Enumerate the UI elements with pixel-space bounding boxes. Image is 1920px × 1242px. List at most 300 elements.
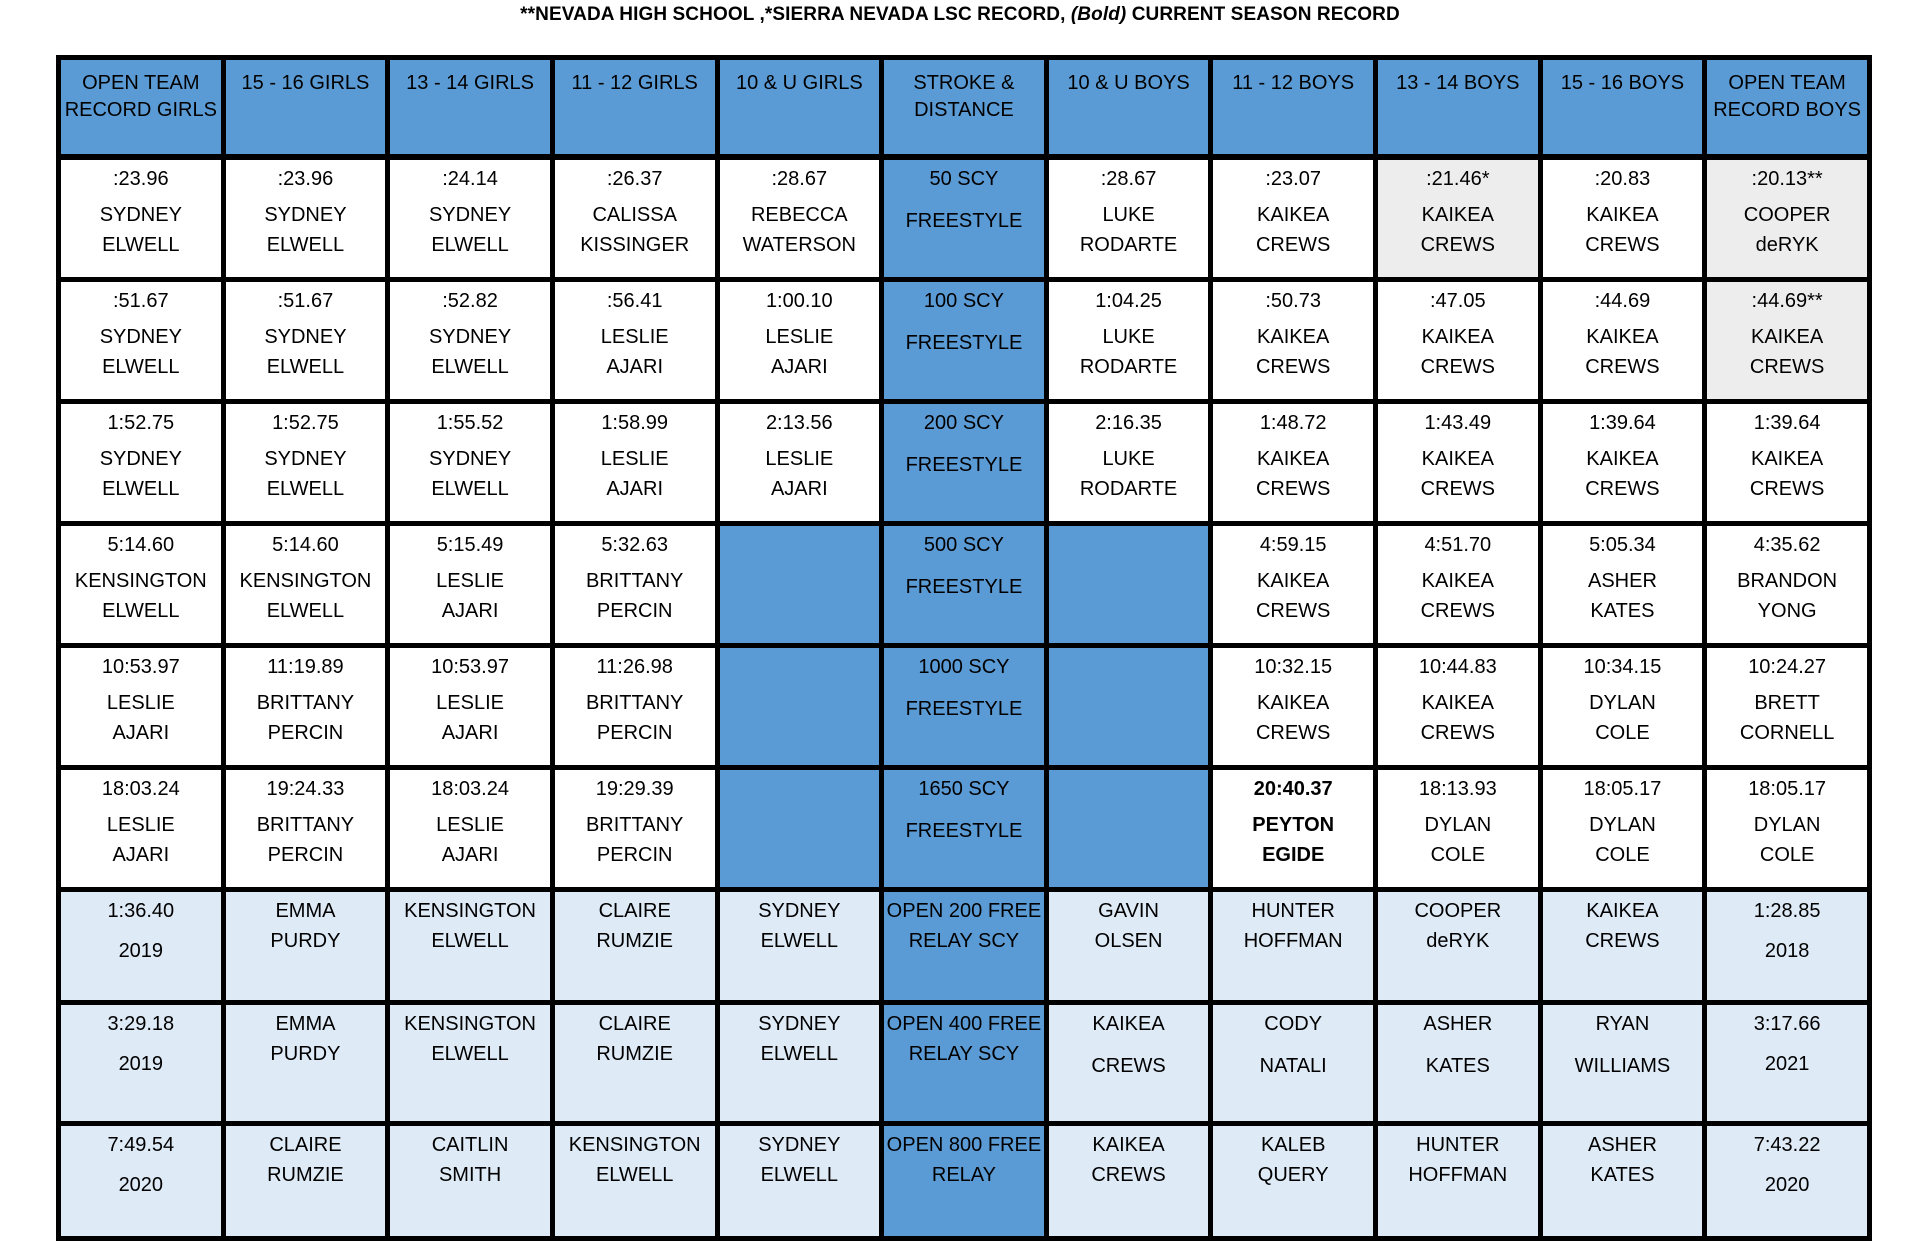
swimmer-last-name: deRYK — [1755, 234, 1819, 256]
record-time: 5:32.63 — [601, 534, 669, 556]
swimmer-last-name: PERCIN — [596, 600, 673, 622]
relay-swimmer-cell — [1046, 890, 1211, 1003]
swimmer-last-name: ELWELL — [266, 234, 345, 256]
swimmer-last-name: CREWS — [1420, 234, 1496, 256]
record-cell — [1540, 646, 1705, 768]
column-header — [388, 58, 553, 158]
column-header-line: 13 - 14 BOYS — [1396, 72, 1520, 94]
record-time: 11:19.89 — [267, 656, 344, 678]
record-time: 1:52.75 — [107, 412, 175, 434]
swimmer-last-name: KATES — [1590, 600, 1655, 622]
swimmer-first-name: KAIKEA — [1257, 204, 1330, 226]
swimmer-first-name: BRITTANY — [585, 692, 684, 714]
record-time: 4:51.70 — [1424, 534, 1492, 556]
swimmer-last-name: CREWS — [1585, 356, 1660, 378]
swimmer-first-name: SYDNEY — [264, 448, 347, 470]
relay-swimmer-cell — [1046, 1003, 1211, 1124]
record-cell — [1540, 524, 1705, 646]
table-row — [59, 646, 1870, 768]
relay-record-cell — [59, 1003, 224, 1124]
swimmer-last-name: PERCIN — [267, 722, 344, 744]
record-cell — [552, 157, 717, 280]
event-name-line: RELAY SCY — [908, 1043, 1020, 1065]
relay-row — [59, 890, 1870, 1003]
event-cell — [882, 402, 1047, 524]
swimmer-last-name: PERCIN — [596, 844, 673, 866]
record-time: 1:39.64 — [1753, 412, 1821, 434]
record-time: :23.07 — [1265, 168, 1321, 190]
column-header-line: 11 - 12 GIRLS — [571, 72, 698, 94]
column-header — [552, 58, 717, 158]
swimmer-first-name: SYDNEY — [264, 204, 347, 226]
record-cell — [59, 402, 224, 524]
column-header — [717, 58, 882, 158]
swimmer-last-name: RUMZIE — [267, 1164, 344, 1186]
relay-swimmer-cell — [717, 1124, 882, 1239]
column-header — [59, 58, 224, 158]
record-time: :51.67 — [113, 290, 169, 312]
swimmer-first-name: SYDNEY — [758, 900, 841, 922]
swimmer-last-name: EGIDE — [1262, 844, 1325, 866]
table-row — [59, 157, 1870, 280]
swimmer-last-name: RUMZIE — [596, 930, 674, 952]
record-time: :50.73 — [1265, 290, 1321, 312]
column-header-line: 13 - 14 GIRLS — [406, 72, 534, 94]
record-cell — [388, 524, 553, 646]
relay-record-cell — [1705, 890, 1870, 1003]
record-time: 5:05.34 — [1589, 534, 1656, 556]
table-row — [59, 402, 1870, 524]
event-name-line: 200 SCY — [923, 412, 1004, 434]
record-time: 1:00.10 — [765, 290, 833, 312]
record-time: 5:14.60 — [272, 534, 339, 556]
record-cell — [223, 646, 388, 768]
record-cell — [552, 768, 717, 890]
relay-swimmer-cell — [1376, 1124, 1541, 1239]
column-header-line: OPEN TEAM — [1728, 72, 1846, 94]
swimmer-last-name: CREWS — [1420, 722, 1496, 744]
swimmer-last-name: ELWELL — [431, 1043, 509, 1065]
record-time: 19:24.33 — [266, 778, 345, 800]
swimmer-first-name: DYLAN — [1589, 814, 1656, 836]
swimmer-last-name: CREWS — [1091, 1164, 1166, 1186]
swimmer-last-name: CREWS — [1420, 356, 1496, 378]
record-time: 18:05.17 — [1583, 778, 1662, 800]
record-cell — [1705, 524, 1870, 646]
record-time: 1:55.52 — [436, 412, 504, 434]
record-cell — [1211, 524, 1376, 646]
swimmer-first-name: KAIKEA — [1586, 204, 1659, 226]
swimmer-first-name: REBECCA — [750, 204, 848, 226]
swimmer-first-name: CAITLIN — [431, 1134, 509, 1156]
record-time: 1:39.64 — [1589, 412, 1656, 434]
swimmer-first-name: KAIKEA — [1257, 570, 1330, 592]
record-cell — [1376, 157, 1541, 280]
empty-cell — [717, 768, 882, 890]
swimmer-first-name: KAIKEA — [1586, 900, 1659, 922]
swimmer-first-name: LESLIE — [106, 692, 175, 714]
relay-swimmer-cell — [552, 1003, 717, 1124]
relay-record-time: 3:17.66 — [1753, 1013, 1821, 1035]
relay-swimmer-cell — [223, 890, 388, 1003]
swimmer-first-name: BRITTANY — [256, 814, 355, 836]
event-name-line: OPEN 400 FREE — [886, 1013, 1042, 1035]
relay-swimmer-cell — [717, 890, 882, 1003]
swimmer-first-name: KAIKEA — [1586, 448, 1659, 470]
record-time: 18:03.24 — [431, 778, 509, 800]
relay-swimmer-cell — [1046, 1124, 1211, 1239]
swimmer-first-name: EMMA — [275, 900, 336, 922]
record-cell — [388, 280, 553, 402]
swimmer-last-name: ELWELL — [102, 478, 180, 500]
swimmer-first-name: ASHER — [1587, 1134, 1657, 1156]
record-time: :56.41 — [606, 290, 663, 312]
record-time: 1:52.75 — [272, 412, 339, 434]
record-time: :21.46* — [1426, 168, 1490, 190]
record-cell — [1540, 768, 1705, 890]
records-table — [56, 55, 1872, 1241]
relay-swimmer-cell — [1211, 1003, 1376, 1124]
page-title: **NEVADA HIGH SCHOOL ,*SIERRA NEVADA LSC RECORD, (Bold) CURRENT SEASON RECORD — [520, 4, 1400, 25]
swimmer-last-name: ELWELL — [431, 356, 509, 378]
relay-swimmer-cell — [717, 1003, 882, 1124]
swimmer-last-name: PERCIN — [267, 844, 344, 866]
swimmer-first-name: KAIKEA — [1586, 326, 1659, 348]
event-name-line: 1000 SCY — [918, 656, 1010, 678]
swimmer-first-name: PEYTON — [1252, 814, 1335, 836]
event-name-line: FREESTYLE — [905, 454, 1023, 476]
record-time: :44.69 — [1594, 290, 1651, 312]
swimmer-last-name: NATALI — [1259, 1055, 1327, 1077]
record-cell — [1211, 402, 1376, 524]
swimmer-last-name: ELWELL — [266, 600, 345, 622]
event-name-line: 500 SCY — [923, 534, 1004, 556]
event-name-line: RELAY — [931, 1164, 996, 1186]
relay-record-year: 2018 — [1764, 940, 1810, 962]
relay-swimmer-cell — [1540, 1124, 1705, 1239]
swimmer-first-name: SYDNEY — [99, 448, 182, 470]
swimmer-last-name: KATES — [1425, 1055, 1490, 1077]
swimmer-first-name: SYDNEY — [758, 1013, 841, 1035]
record-cell — [717, 280, 882, 402]
column-header-line: RECORD BOYS — [1713, 99, 1862, 121]
relay-record-year: 2019 — [118, 940, 164, 962]
swimmer-last-name: HOFFMAN — [1243, 930, 1343, 952]
record-cell — [1540, 280, 1705, 402]
swimmer-first-name: BRITTANY — [256, 692, 355, 714]
swimmer-first-name: COOPER — [1414, 900, 1502, 922]
swimmer-first-name: KAIKEA — [1750, 448, 1824, 470]
relay-record-cell — [59, 1124, 224, 1239]
record-time: :52.82 — [442, 290, 498, 312]
swimmer-first-name: KENSINGTON — [239, 570, 372, 592]
swimmer-first-name: KALEB — [1260, 1134, 1326, 1156]
swimmer-last-name: ELWELL — [760, 1043, 839, 1065]
swimmer-first-name: DYLAN — [1753, 814, 1821, 836]
event-cell — [882, 524, 1047, 646]
swimmer-last-name: AJARI — [770, 478, 828, 500]
table-row — [59, 524, 1870, 646]
swimmer-first-name: LESLIE — [765, 326, 834, 348]
swimmer-last-name: WILLIAMS — [1574, 1055, 1671, 1077]
record-cell — [1705, 646, 1870, 768]
swimmer-last-name: COLE — [1759, 844, 1815, 866]
record-cell — [388, 157, 553, 280]
swimmer-last-name: QUERY — [1257, 1164, 1329, 1186]
record-cell — [1705, 157, 1870, 280]
record-cell — [59, 646, 224, 768]
swimmer-last-name: AJARI — [112, 844, 170, 866]
record-time: 2:13.56 — [765, 412, 833, 434]
record-cell — [388, 646, 553, 768]
swimmer-first-name: LESLIE — [765, 448, 834, 470]
record-time: :23.96 — [113, 168, 169, 190]
swimmer-last-name: AJARI — [441, 844, 499, 866]
record-cell — [1540, 157, 1705, 280]
record-cell — [717, 157, 882, 280]
record-time: 20:40.37 — [1253, 778, 1333, 800]
record-cell — [59, 157, 224, 280]
relay-record-cell — [1705, 1124, 1870, 1239]
relay-swimmer-cell — [223, 1003, 388, 1124]
record-time: 5:14.60 — [107, 534, 175, 556]
swimmer-last-name: ELWELL — [102, 234, 180, 256]
swimmer-first-name: LESLIE — [600, 448, 669, 470]
empty-cell — [717, 524, 882, 646]
swimmer-first-name: LESLIE — [436, 814, 504, 836]
swimmer-first-name: HUNTER — [1251, 900, 1335, 922]
column-header — [1046, 58, 1211, 158]
swimmer-last-name: KATES — [1590, 1164, 1655, 1186]
relay-swimmer-cell — [1211, 890, 1376, 1003]
record-time: :28.67 — [771, 168, 828, 190]
record-cell — [1046, 280, 1211, 402]
swimmer-last-name: deRYK — [1426, 930, 1490, 952]
swimmer-first-name: SYDNEY — [758, 1134, 841, 1156]
record-time: 10:24.27 — [1748, 656, 1827, 678]
swimmer-last-name: CREWS — [1749, 478, 1825, 500]
record-cell — [223, 524, 388, 646]
record-time: 1:48.72 — [1259, 412, 1327, 434]
event-cell — [882, 1124, 1047, 1239]
swimmer-last-name: COLE — [1595, 844, 1650, 866]
relay-row — [59, 1003, 1870, 1124]
record-cell — [552, 524, 717, 646]
relay-swimmer-cell — [1540, 890, 1705, 1003]
swimmer-first-name: HUNTER — [1416, 1134, 1500, 1156]
column-header-line: 10 & U GIRLS — [735, 72, 863, 94]
record-cell — [717, 402, 882, 524]
column-header-line: RECORD GIRLS — [64, 99, 217, 121]
swimmer-first-name: RYAN — [1595, 1013, 1650, 1035]
event-name-line: 1650 SCY — [918, 778, 1010, 800]
header-row — [59, 58, 1870, 158]
swimmer-last-name: RUMZIE — [596, 1043, 674, 1065]
event-name-line: 50 SCY — [929, 168, 999, 190]
record-cell — [223, 768, 388, 890]
event-name-line: FREESTYLE — [905, 210, 1023, 232]
swimmer-first-name: KENSINGTON — [404, 900, 536, 922]
record-time: :26.37 — [606, 168, 663, 190]
swimmer-last-name: RODARTE — [1079, 478, 1178, 500]
swimmer-last-name: AJARI — [441, 600, 499, 622]
swimmer-first-name: LUKE — [1102, 204, 1155, 226]
record-cell — [1211, 646, 1376, 768]
swimmer-first-name: KAIKEA — [1257, 448, 1330, 470]
swimmer-first-name: BRITTANY — [585, 570, 684, 592]
swimmer-last-name: SMITH — [438, 1164, 502, 1186]
event-cell — [882, 1003, 1047, 1124]
event-name-line: FREESTYLE — [905, 576, 1023, 598]
relay-record-time: 1:28.85 — [1753, 900, 1821, 922]
swimmer-first-name: DYLAN — [1424, 814, 1492, 836]
swimmer-last-name: CREWS — [1585, 234, 1660, 256]
record-cell — [1705, 280, 1870, 402]
swimmer-first-name: KAIKEA — [1092, 1013, 1165, 1035]
swimmer-last-name: HOFFMAN — [1408, 1164, 1508, 1186]
column-header-line: 10 & U BOYS — [1067, 72, 1190, 94]
swimmer-last-name: ELWELL — [266, 478, 345, 500]
record-time: 18:03.24 — [101, 778, 180, 800]
relay-swimmer-cell — [223, 1124, 388, 1239]
swimmer-last-name: CORNELL — [1739, 722, 1835, 744]
record-time: :28.67 — [1100, 168, 1157, 190]
relay-swimmer-cell — [1376, 890, 1541, 1003]
record-cell — [59, 768, 224, 890]
swimmer-first-name: CLAIRE — [598, 900, 671, 922]
swimmer-last-name: CREWS — [1255, 356, 1331, 378]
record-cell — [1211, 768, 1376, 890]
swimmer-first-name: CLAIRE — [598, 1013, 671, 1035]
record-time: 1:43.49 — [1424, 412, 1492, 434]
swimmer-last-name: CREWS — [1420, 478, 1496, 500]
swimmer-first-name: BRETT — [1754, 692, 1820, 714]
record-cell — [1376, 768, 1541, 890]
swimmer-first-name: LUKE — [1102, 448, 1155, 470]
swimmer-first-name: SYDNEY — [99, 204, 182, 226]
swimmer-last-name: CREWS — [1749, 356, 1825, 378]
record-cell — [1211, 280, 1376, 402]
relay-swimmer-cell — [388, 1003, 553, 1124]
swimmer-first-name: SYDNEY — [428, 326, 512, 348]
record-cell — [552, 402, 717, 524]
record-time: :20.13** — [1751, 168, 1823, 190]
swimmer-first-name: KENSINGTON — [404, 1013, 536, 1035]
relay-record-time: 7:43.22 — [1753, 1134, 1821, 1156]
swimmer-last-name: ELWELL — [431, 234, 509, 256]
column-header-line: STROKE & — [913, 72, 1015, 94]
empty-cell — [1046, 768, 1211, 890]
record-time: 10:53.97 — [431, 656, 509, 678]
swimmer-last-name: WATERSON — [742, 234, 856, 256]
record-cell — [1211, 157, 1376, 280]
swimmer-last-name: CREWS — [1255, 234, 1331, 256]
swimmer-last-name: PERCIN — [596, 722, 673, 744]
relay-swimmer-cell — [388, 1124, 553, 1239]
swimmer-last-name: ELWELL — [760, 930, 839, 952]
swimmer-first-name: ASHER — [1587, 570, 1657, 592]
column-header-line: 15 - 16 BOYS — [1560, 72, 1685, 94]
swimmer-first-name: EMMA — [275, 1013, 336, 1035]
record-cell — [1376, 402, 1541, 524]
relay-record-time: 3:29.18 — [107, 1013, 175, 1035]
swimmer-last-name: ELWELL — [760, 1164, 839, 1186]
swimmer-last-name: YONG — [1757, 600, 1817, 622]
swimmer-first-name: SYDNEY — [428, 448, 512, 470]
swimmer-first-name: COOPER — [1743, 204, 1831, 226]
column-header — [223, 58, 388, 158]
swimmer-last-name: ELWELL — [266, 356, 345, 378]
swimmer-first-name: LESLIE — [436, 570, 504, 592]
record-cell — [1376, 646, 1541, 768]
record-time: 10:32.15 — [1254, 656, 1333, 678]
relay-record-year: 2020 — [1764, 1174, 1810, 1196]
swimmer-first-name: LESLIE — [106, 814, 175, 836]
record-cell — [1540, 402, 1705, 524]
swimmer-first-name: SYDNEY — [264, 326, 347, 348]
swimmer-first-name: CODY — [1264, 1013, 1323, 1035]
column-header-line: OPEN TEAM — [82, 72, 200, 94]
record-cell — [59, 280, 224, 402]
swimmer-first-name: SYDNEY — [428, 204, 512, 226]
swimmer-first-name: KAIKEA — [1421, 326, 1494, 348]
swimmer-first-name: ASHER — [1423, 1013, 1493, 1035]
record-time: 4:59.15 — [1259, 534, 1327, 556]
record-time: 18:05.17 — [1748, 778, 1827, 800]
empty-cell — [717, 646, 882, 768]
swimmer-last-name: AJARI — [606, 478, 664, 500]
event-cell — [882, 646, 1047, 768]
relay-record-time: 1:36.40 — [107, 900, 175, 922]
swimmer-last-name: AJARI — [770, 356, 828, 378]
relay-swimmer-cell — [552, 890, 717, 1003]
swimmer-first-name: KAIKEA — [1421, 448, 1494, 470]
swimmer-last-name: AJARI — [606, 356, 664, 378]
record-time: 2:16.35 — [1095, 412, 1162, 434]
swimmer-first-name: KAIKEA — [1421, 204, 1494, 226]
column-header — [1705, 58, 1870, 158]
swimmer-last-name: PURDY — [270, 930, 341, 952]
relay-record-cell — [59, 890, 224, 1003]
event-name-line: RELAY SCY — [908, 930, 1020, 952]
swimmer-first-name: GAVIN — [1098, 900, 1159, 922]
column-header-line: DISTANCE — [914, 99, 1014, 121]
column-header-line: 11 - 12 BOYS — [1232, 72, 1355, 94]
swimmer-last-name: CREWS — [1420, 600, 1496, 622]
record-cell — [1705, 402, 1870, 524]
swimmer-first-name: CLAIRE — [269, 1134, 342, 1156]
record-time: 10:44.83 — [1418, 656, 1497, 678]
relay-swimmer-cell — [1376, 1003, 1541, 1124]
swimmer-last-name: CREWS — [1585, 930, 1660, 952]
event-name-line: 100 SCY — [923, 290, 1004, 312]
swimmer-first-name: BRITTANY — [585, 814, 684, 836]
swimmer-last-name: ELWELL — [595, 1164, 674, 1186]
relay-record-cell — [1705, 1003, 1870, 1124]
table-row — [59, 768, 1870, 890]
column-header-line: 15 - 16 GIRLS — [241, 72, 370, 94]
swimmer-last-name: KISSINGER — [580, 234, 690, 256]
swimmer-last-name: CREWS — [1585, 478, 1660, 500]
swimmer-last-name: AJARI — [441, 722, 499, 744]
swimmer-first-name: KENSINGTON — [568, 1134, 701, 1156]
swimmer-last-name: ELWELL — [102, 356, 180, 378]
record-cell — [1376, 280, 1541, 402]
empty-cell — [1046, 524, 1211, 646]
swimmer-first-name: KAIKEA — [1092, 1134, 1165, 1156]
event-cell — [882, 890, 1047, 1003]
record-time: 5:15.49 — [436, 534, 504, 556]
